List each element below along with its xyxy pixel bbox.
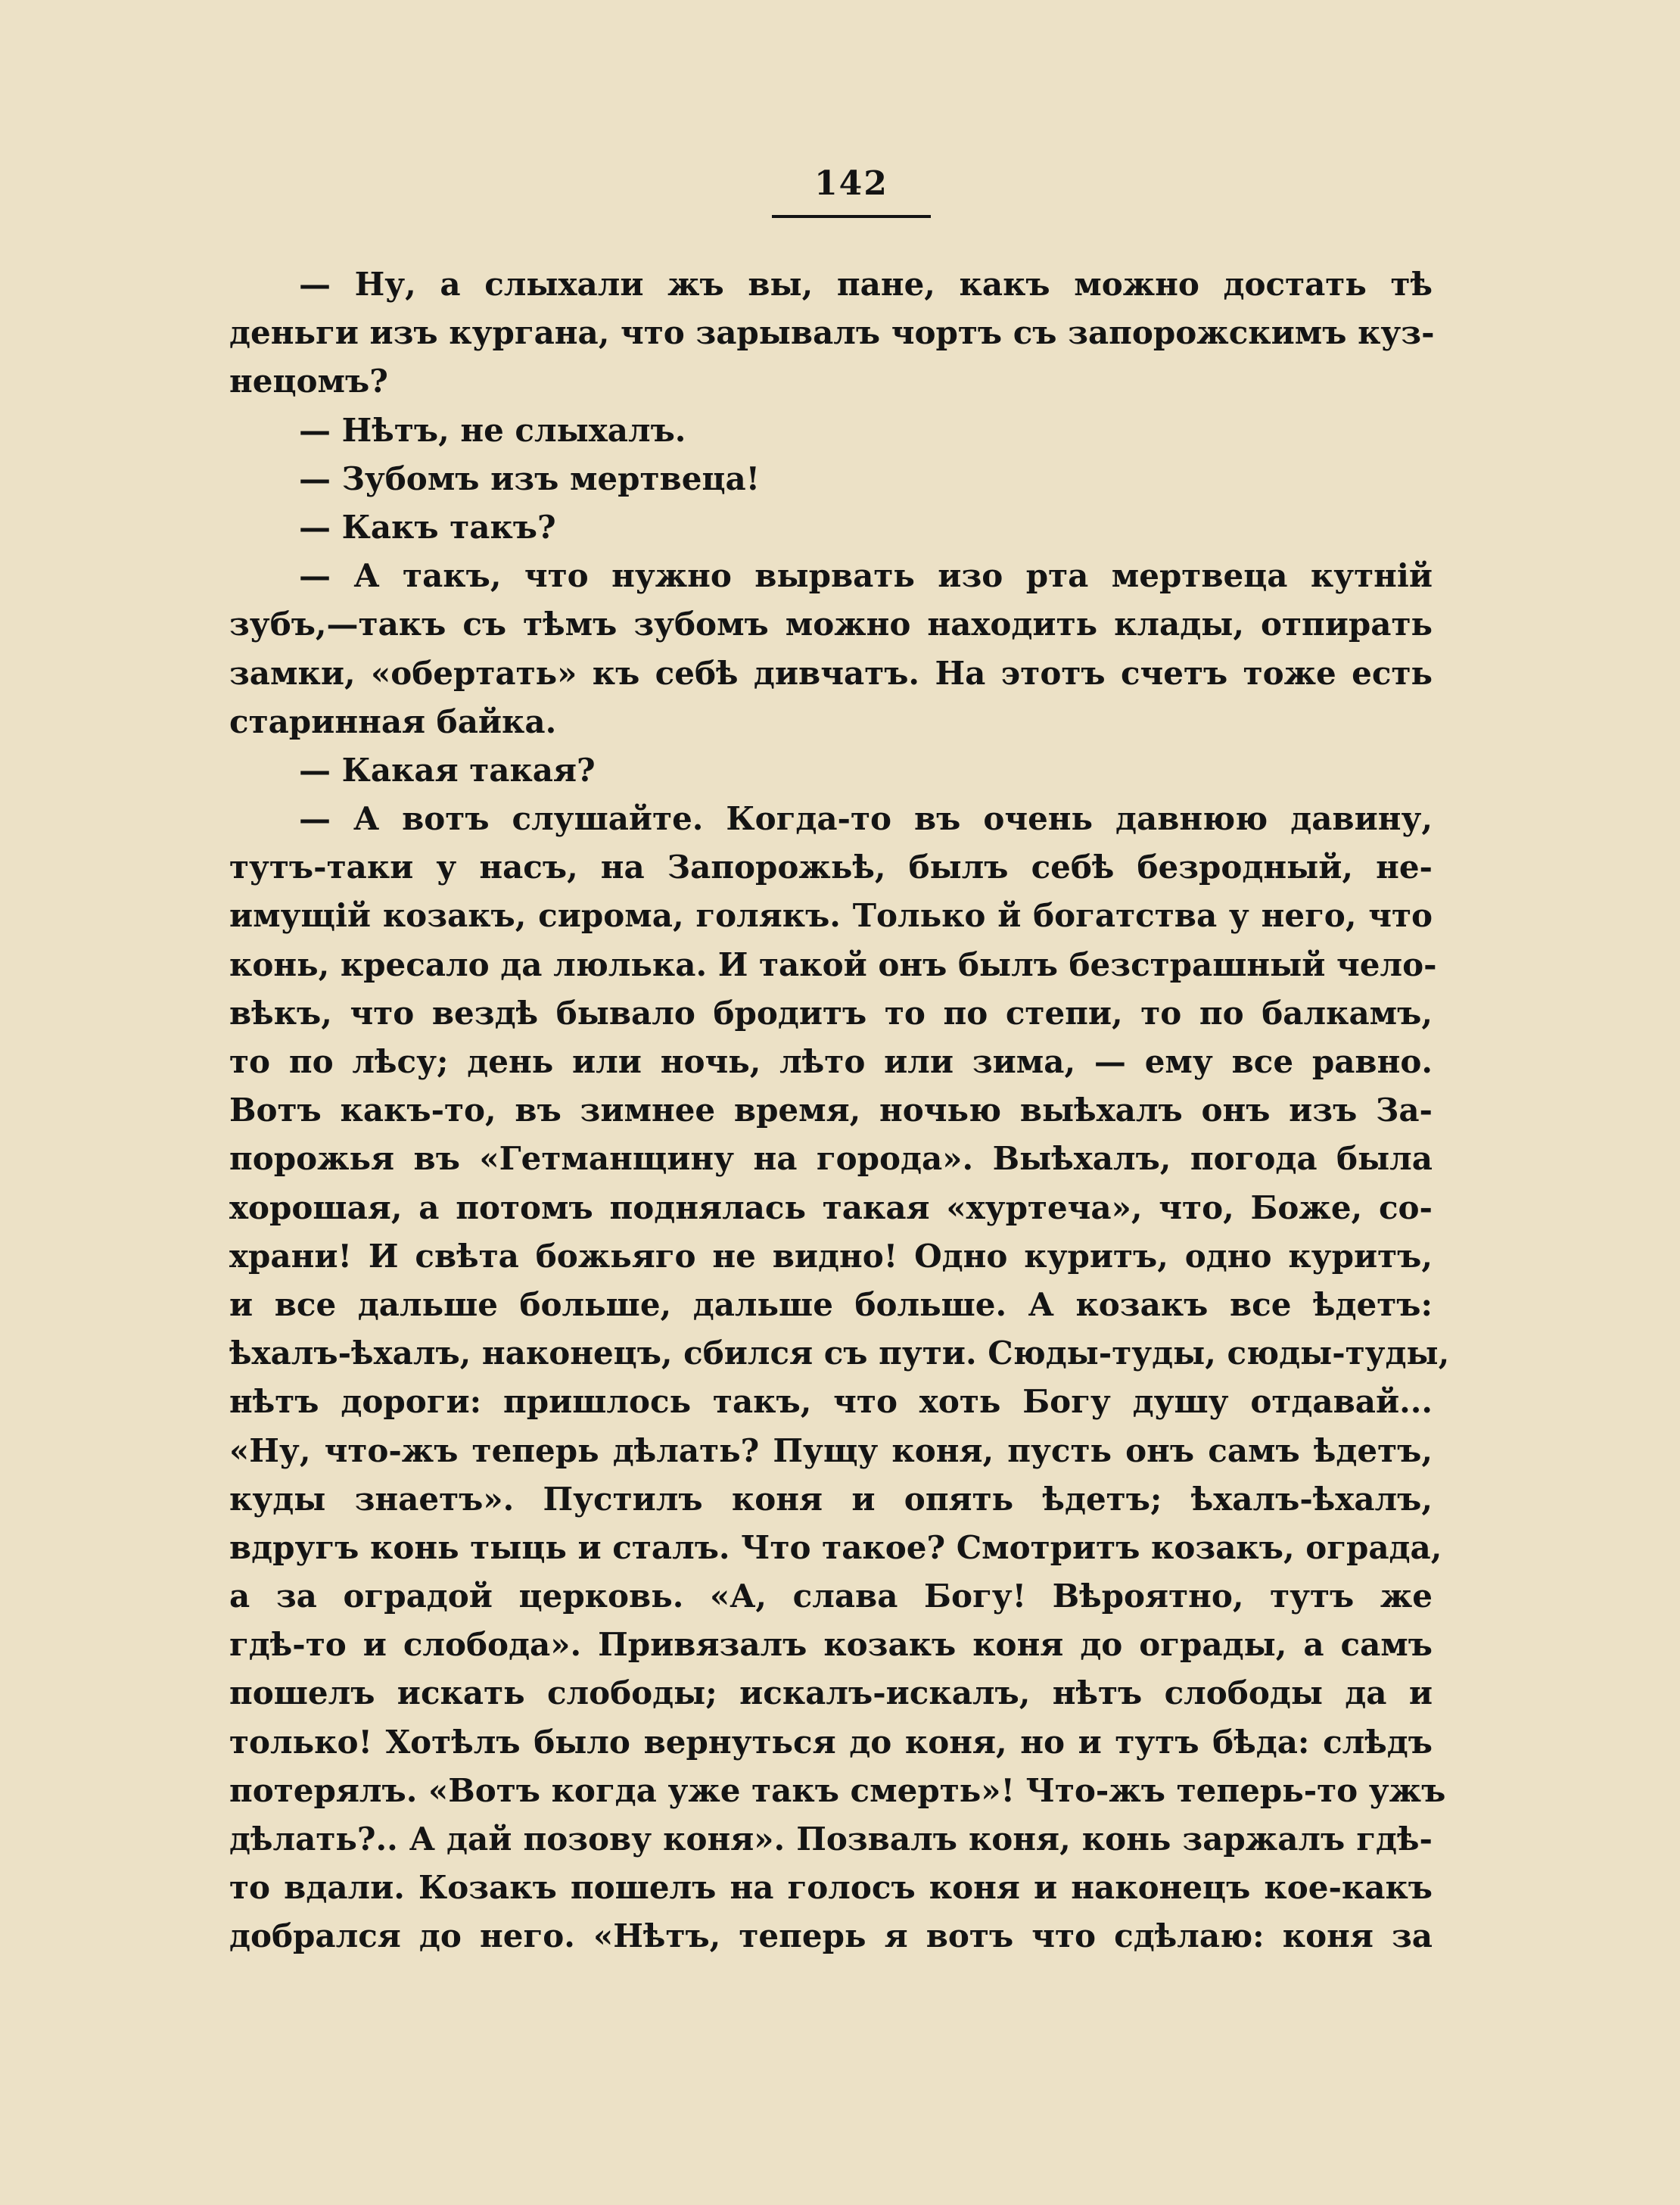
text-line: конь, кресало да люлька. И такой онъ былъ безстрашный чело- — [229, 945, 1437, 983]
text-line: хорошая, а потомъ поднялась такая «хуртеча», что, Боже, со- — [229, 1188, 1433, 1226]
text-line: а за оградой церковь. «А, слава Богу! Вѣроятно, тутъ же — [229, 1577, 1433, 1615]
text-line: дѣлать?.. А дай позову коня». Позвалъ коня, конь заржалъ гдѣ- — [229, 1820, 1433, 1858]
text-line: замки, «обертать» къ себѣ дивчатъ. На этотъ счетъ тоже есть — [229, 654, 1433, 692]
text-line: «Ну, что-жъ теперь дѣлать? Пущу коня, пусть онъ самъ ѣдетъ, — [229, 1431, 1433, 1469]
text-line: — Зубомъ изъ мертвеца! — [299, 459, 761, 497]
text-line: пошелъ искать слободы; искалъ-искалъ, нѣтъ слободы да и — [229, 1674, 1433, 1712]
text-line: Вотъ какъ-то, въ зимнее время, ночью выѣхалъ онъ изъ За- — [229, 1092, 1433, 1129]
body-text — [229, 260, 1450, 1961]
text-line: ѣхалъ-ѣхалъ, наконецъ, сбился съ пути. Сюды-туды, сюды-туды, — [229, 1335, 1450, 1372]
text-line: и все дальше больше, дальше больше. А козакъ все ѣдетъ: — [229, 1285, 1433, 1323]
text-line: зубъ,—такъ съ тѣмъ зубомъ можно находить клады, отпирать — [229, 606, 1433, 643]
text-line: — Ну, а слыхали жъ вы, пане, какъ можно достать тѣ — [299, 266, 1433, 303]
text-line: — А вотъ слушайте. Когда-то въ очень давнюю давину, — [299, 800, 1433, 838]
text-line: — Какъ такъ? — [299, 508, 556, 546]
text-line: добрался до него. «Нѣтъ, теперь я вотъ что сдѣлаю: коня за — [229, 1917, 1433, 1955]
text-line: куды знаетъ». Пустилъ коня и опять ѣдетъ; ѣхалъ-ѣхалъ, — [229, 1480, 1433, 1518]
text-line: — А такъ, что нужно вырвать изо рта мертвеца кутній — [299, 557, 1433, 595]
text-line: — Какая такая? — [299, 751, 596, 789]
text-line: только! Хотѣлъ было вернуться до коня, но и тутъ бѣда: слѣдъ — [229, 1723, 1433, 1761]
text-line: вдругъ конь тыць и сталъ. Что такое? Смотритъ козакъ, ограда, — [229, 1528, 1442, 1566]
text-line: вѣкъ, что вездѣ бывало бродитъ то по степи, то по балкамъ, — [229, 994, 1433, 1032]
text-line: имущій козакъ, сирома, голякъ. Только й богатства у него, что — [229, 897, 1433, 935]
page-number: 142 — [814, 164, 888, 203]
text-line: порожья въ «Гетманщину на города». Выѣхалъ, погода была — [229, 1140, 1433, 1178]
text-line: нѣтъ дороги: пришлось такъ, что хоть Богу душу отдавай... — [229, 1383, 1433, 1421]
text-line: деньги изъ кургана, что зарывалъ чортъ съ запорожскимъ куз- — [229, 314, 1435, 352]
text-line: старинная байка. — [229, 702, 557, 740]
text-line: тутъ-таки у насъ, на Запорожьѣ, былъ себѣ безродный, не- — [229, 849, 1433, 886]
text-line: потерялъ. «Вотъ когда уже такъ смерть»! Что-жъ теперь-то ужъ — [229, 1771, 1446, 1809]
text-line: то вдали. Козакъ пошелъ на голосъ коня и наконецъ кое-какъ — [229, 1869, 1433, 1907]
text-line: то по лѣсу; день или ночь, лѣто или зима, — ему все равно. — [229, 1043, 1433, 1080]
page-number-rule — [772, 215, 931, 218]
text-line: гдѣ-то и слобода». Привязалъ козакъ коня до ограды, а самъ — [229, 1626, 1433, 1664]
text-line: — Нѣтъ, не слыхалъ. — [299, 411, 686, 449]
text-line: нецомъ? — [229, 363, 388, 400]
text-line: храни! И свѣта божьяго не видно! Одно куритъ, одно куритъ, — [229, 1237, 1433, 1275]
